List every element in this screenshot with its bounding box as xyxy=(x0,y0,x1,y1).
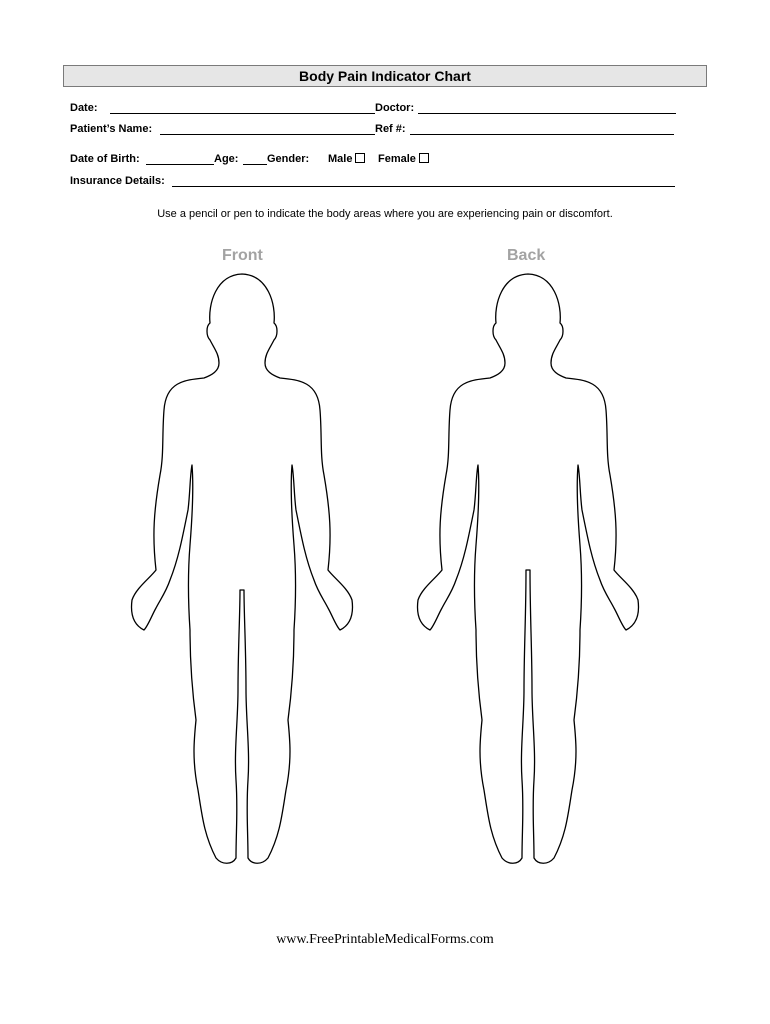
female-label: Female xyxy=(378,153,416,165)
patient-ref-row xyxy=(70,123,680,137)
footer-url[interactable]: www.FreePrintableMedicalForms.com xyxy=(276,932,494,947)
male-checkbox[interactable] xyxy=(355,153,365,163)
male-label: Male xyxy=(328,153,353,165)
ref-label: Ref #: xyxy=(375,123,406,135)
front-body-outline[interactable] xyxy=(122,270,362,870)
back-label: Back xyxy=(507,247,546,264)
front-label: Front xyxy=(222,247,263,264)
doctor-label: Doctor: xyxy=(375,102,415,114)
date-field[interactable] xyxy=(110,102,375,114)
date-doctor-row xyxy=(70,102,680,116)
insurance-row xyxy=(70,175,680,189)
dob-field[interactable] xyxy=(146,153,214,165)
instructions: Use a pencil or pen to indicate the body areas where you are experiencing pain or discomfort. xyxy=(157,208,613,220)
age-label: Age: xyxy=(214,153,239,165)
dob-age-gender-row xyxy=(70,153,470,167)
doctor-field[interactable] xyxy=(418,102,676,114)
chart-title xyxy=(63,65,707,87)
gender-label: Gender: xyxy=(267,153,310,165)
female-checkbox[interactable] xyxy=(419,153,429,163)
chart-title-text: Body Pain Indicator Chart xyxy=(299,68,471,84)
male-option[interactable] xyxy=(328,153,365,165)
front-head-outline xyxy=(132,274,353,863)
ref-field[interactable] xyxy=(410,123,674,135)
date-label: Date: xyxy=(70,102,98,114)
patient-name-label: Patient’s Name: xyxy=(70,123,153,135)
age-field[interactable] xyxy=(243,153,267,165)
insurance-label: Insurance Details: xyxy=(70,175,165,187)
back-head-outline xyxy=(418,274,639,863)
patient-name-field[interactable] xyxy=(160,123,375,135)
insurance-field[interactable] xyxy=(172,175,675,187)
back-body-outline[interactable] xyxy=(408,270,648,870)
female-option[interactable] xyxy=(378,153,429,165)
dob-label: Date of Birth: xyxy=(70,153,140,165)
